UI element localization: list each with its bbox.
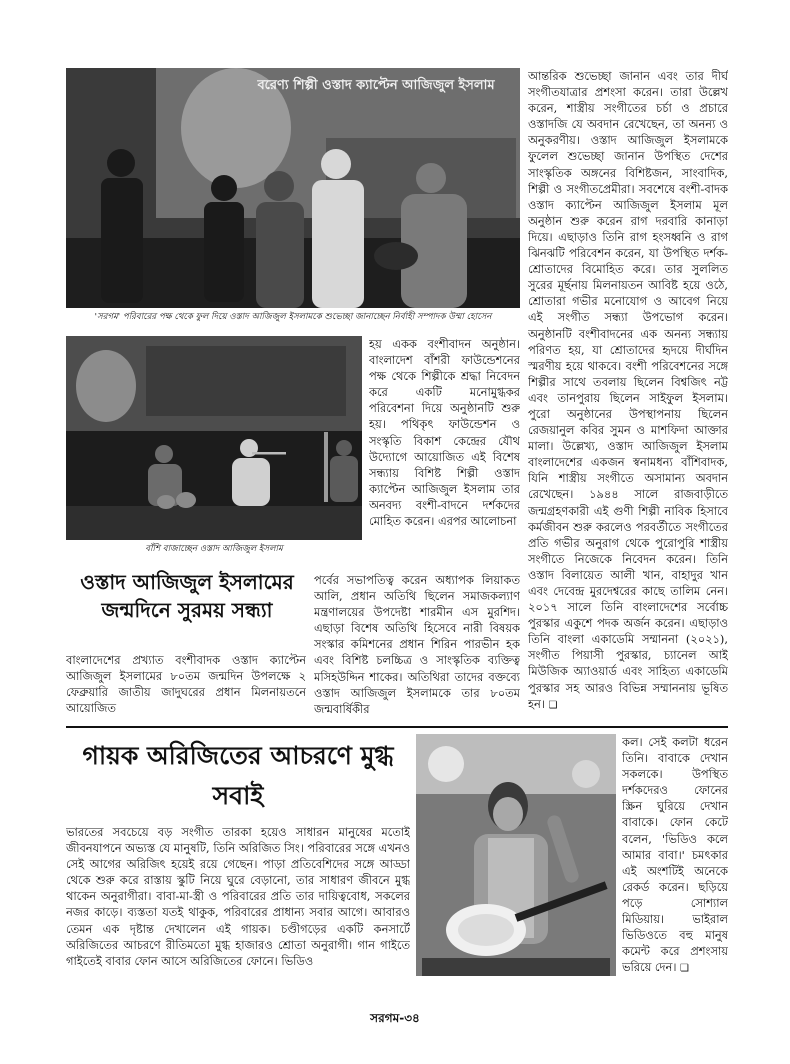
article2-body-text: ভারতের সবচেয়ে বড় সংগীত তারকা হয়েও সাধারন মানুষের মতোই জীবনযাপনে অভ্যস্ত যে মানুষটি, তিনি অরিজিত সিং। পরিবারের সঙ্গে এখনও সেই আগের অরিজিৎ হয়েই রয়ে গেছেন। পাড়া প্রতিবেশিদের সঙ্গে আড্ডা থেকে শুরু করে রাস্তায় স্কুটি নিয়ে ঘুরে বেড়ানো, তার সাধারণ জীবনে মুগ্ধ থাকেন অনুরাগীরা। বাবা-মা-স্ত্রী ও পরিবারের প্রতি তার দায়িত্ববোধ, সকলের নজর কাড়ে। ব্যস্ততা যতই থাকুক, পরিবারের প্রাধান্য সবার আগে। আবারও তেমন এক দৃষ্টান্ত দেখালেন এই গায়ক। চণ্ডীগড়ের একটি কনসার্টে অরিজিতের আচরণে রীতিমতো মুগ্ধ হাজারও শ্রোতা অনুরাগী। গান গাইতে গাইতেই বাবার ফোন আসে অরিজিতের ফোনে। ভিডিও [66, 825, 410, 968]
stage-banner-text: বরেণ্য শিল্পী ওস্তাদ ক্যাপ্টেন আজিজুল ইসলাম [257, 78, 495, 93]
section-divider [66, 726, 728, 728]
article2-body [66, 824, 410, 976]
felicitation-photo-graphic [66, 68, 520, 308]
article2-col-right-text: কল। সেই কলটা ধরেন তিনি। বাবাকে দেখান সকলকে। উপস্থিত দর্শকদেরও ফোনের স্ক্রিন ঘুরিয়ে দেখান বাবাকে। ফোন কেটে বলেন, 'ভিডিও কলে আমার বাবা।' চমৎকার এই অংশটিই অনেকে রেকর্ড করেন। ছড়িয়ে পড়ে সোশ্যাল মিডিয়ায়। ভাইরাল ভিডিওতে বহু মানুষ কমেন্ট করে প্রশংসায় ভরিয়ে দেন। [622, 735, 728, 975]
article1-col-right-text: আন্তরিক শুভেচ্ছা জানান এবং তার দীর্ঘ সংগীতযাত্রার প্রশংসা করেন। তারা উল্লেখ করেন, শাস্ত্রীয় সংগীতের চর্চা ও প্রচারে ওস্তাদজি যে অবদান রেখেছেন, তা অনন্য ও অনুকরণীয়। ওস্তাদ আজিজুল ইসলামকে ফুলেল শুভেচ্ছা জানান উপস্থিত দেশের সাংস্কৃতিক অঙ্গনের বিশিষ্টজন, সাংবাদিক, শিল্পী ও সংগীতপ্রেমীরা। সবশেষে বংশী-বাদক ওস্তাদ ক্যাপ্টেন আজিজুল ইসলাম মূল অনুষ্ঠান শুরু করেন রাগ দরবারি কানাড়া দিয়ে। এছাড়াও তিনি রাগ হংসধ্বনি ও রাগ ঝিনঝটি পরিবেশন করেন, যা উপস্থিত দর্শক-শ্রোতাদের বিমোহিত করে। তার সুললিত সুরের মূর্ছনায় মিলনায়তন আবিষ্ট হয়ে ওঠে, শ্রোতারা গভীর মনোযোগ ও আবেগ নিয়ে এই সংগীত সন্ধ্যা উপভোগ করেন। অনুষ্ঠানটি বংশীবাদনের এক অনন্য সন্ধ্যায় পরিণত হয়, যা শ্রোতাদের হৃদয়ে দীর্ঘদিন স্মরণীয় হয়ে থাকবে। বংশী পরিবেশনের সঙ্গে শিল্পীর সাথে তবলায় ছিলেন বিশ্বজিৎ নট্ট এবং তানপুরায় ছিলেন সাইফুল ইসলাম। পুরো অনুষ্ঠানের উপস্থাপনায় ছিলেন রেজয়ানুল কবির সুমন ও মাশফিদা আক্তার মালা। উল্লেখ্য, ওস্তাদ আজিজুল ইসলাম বাংলাদেশের একজন স্বনামধন্য বাঁশিবাদক, যিনি শাস্ত্রীয় সংগীতে অসামান্য অবদান রেখেছেন। ১৯৪৪ সালে রাজবাড়ীতে জন্মগ্রহণকারী এই গুণী শিল্পী নাবিক হিসাবে কর্মজীবন শুরু করলেও পরবর্তীতে সংগীতের প্রতি গভীর অনুরাগ থেকে পুরোপুরি শাস্ত্রীয় সংগীতে নিজেকে নিবেদন করেন। তিনি ওস্তাদ বিলায়েত আলী খান, বাহাদুর খান এবং দেবেন্দ্র মুরদেশ্বরের কাছে তালিম নেন। ২০১৭ সালে তিনি বাংলাদেশের সর্বোচ্চ পুরস্কার একুশে পদক অর্জন করেন। এছাড়াও তিনি বাংলা একাডেমি সম্মাননা (২০২১), সংগীত পিয়াসী পুরস্কার, চ্যানেল আই মিউজিক অ্যাওয়ার্ড এবং সাহিত্য একাডেমি পুরস্কার সহ আরও বিভিন্ন সম্মাননায় ভূষিত হন। [528, 69, 728, 711]
article1-headline: ওস্তাদ আজিজুল ইসলামের জন্মদিনে সুরময় সন্ধ্যা [80, 570, 294, 622]
arijit-concert-photo-graphic [416, 734, 616, 976]
flute-performance-caption: বাঁশি বাজাচ্ছেন ওস্তাদ আজিজুল ইসলাম [145, 544, 283, 554]
article1-end-mark: ❏ [548, 699, 558, 711]
article1-col-mid-bottom [314, 572, 520, 750]
flute-performance-photo [66, 336, 362, 540]
article1-col-mid-bottom-text: পর্বের সভাপতিত্ব করেন অধ্যাপক লিয়াকত আলি, প্রধান অতিথি ছিলেন সমাজকল্যাণ মন্ত্রণালয়ের উপদেষ্টা শারমীন এস মুরশিদ। এছাড়া বিশেষ অতিথি হিসেবে নারী বিষয়ক সংস্কার কমিশনের প্রধান শিরিন পারভীন হক এবং বিশিষ্ট চলচ্চিত্র ও সাংস্কৃতিক ব্যক্তিত্ব মসিহউদ্দিন শাকের। অতিথিরা তাদের বক্তব্যে ওস্তাদ আজিজুল ইসলামকে তার ৮০তম জন্মবার্ষিকীর [314, 573, 520, 716]
arijit-concert-photo [416, 734, 616, 976]
flute-performance-photo-graphic [66, 336, 362, 540]
article2-end-mark: ❏ [680, 963, 689, 975]
article1-col-left-text: বাংলাদেশের প্রখ্যাত বংশীবাদক ওস্তাদ ক্যাপ্টেন আজিজুল ইসলামের ৮০তম জন্মদিন উপলক্ষে ২ ফেব্রুয়ারি জাতীয় জাদুঘরের প্রধান মিলনায়তনে আয়োজিত [66, 653, 306, 716]
article2-col-right [622, 734, 728, 976]
article1-col-mid-top-text: হয় একক বংশীবাদন অনুষ্ঠান। বাংলাদেশ বাঁশরী ফাউন্ডেশনের পক্ষ থেকে শিল্পীকে শ্রদ্ধা নিবেদন করে একটি মনোমুগ্ধকর পরিবেশনা দিয়ে অনুষ্ঠানটি শুরু হয়। পথিকৃৎ ফাউন্ডেশন ও সংস্কৃতি বিকাশ কেন্দ্রের যৌথ উদ্যোগে আয়োজিত এই বিশেষ সন্ধ্যায় বিশিষ্ট শিল্পী ওস্তাদ ক্যাপ্টেন আজিজুল ইসলাম তার অনবদ্য বংশী-বাদনে দর্শকদের মোহিত করেন। এরপর আলোচনা [369, 337, 520, 529]
felicitation-photo-caption: 'সরগম' পরিবারের পক্ষ থেকে ফুল দিয়ে ওস্তাদ আজিজুল ইসলামকে শুভেচ্ছা জানাচ্ছেন নির্বাহী সম্পাদক উম্মা হোসেন [94, 312, 492, 322]
article1-col-mid-top [369, 336, 520, 564]
article2-headline: গায়ক অরিজিতের আচরণে মুগ্ধ সবাই [82, 741, 394, 810]
article1-col-right [528, 68, 728, 724]
felicitation-photo [66, 68, 520, 308]
page-footer-label: সরগম-৩৪ [370, 1011, 420, 1025]
